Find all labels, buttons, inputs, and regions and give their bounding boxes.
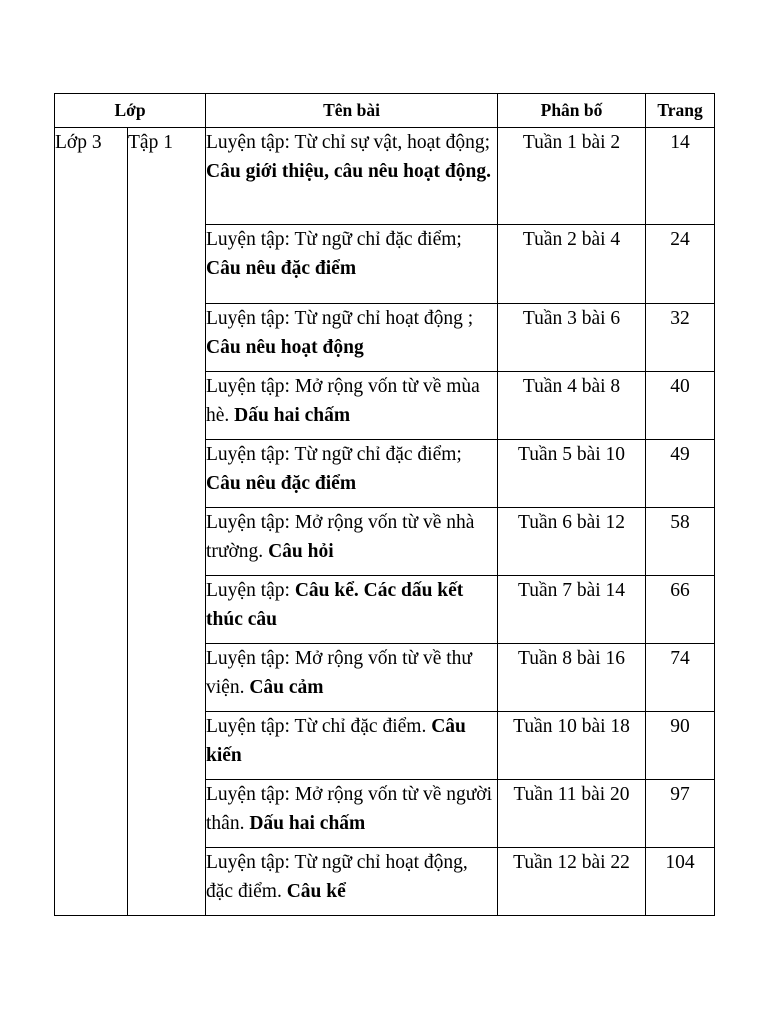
schedule-cell: Tuần 12 bài 22 [498,848,646,916]
lesson-name-bold: Câu nêu hoạt động [206,337,364,358]
lesson-name-bold: Câu kể. Các dấu kết thúc câu [206,580,464,630]
schedule-cell: Tuần 2 bài 4 [498,225,646,304]
lesson-name-bold: Câu nêu đặc điểm [206,258,357,279]
lesson-name-cell [206,440,498,508]
table-body [55,128,715,916]
schedule-cell: Tuần 3 bài 6 [498,304,646,372]
schedule-cell: Tuần 10 bài 18 [498,712,646,780]
grade-cell: Lớp 3 [55,128,128,916]
lesson-name-cell [206,508,498,576]
lesson-name-cell [206,225,498,304]
lesson-name-text: Luyện tập: Từ ngữ chỉ đặc điểm; [206,229,462,250]
lesson-name-text: Luyện tập: Từ chỉ đặc điểm. [206,716,432,737]
schedule-cell: Tuần 11 bài 20 [498,780,646,848]
lesson-name-cell [206,576,498,644]
page-number-cell: 74 [646,644,715,712]
lesson-name-text: Luyện tập: Từ chỉ sự vật, hoạt động; [206,132,490,153]
header-phan-bo: Phân bố [498,94,646,128]
lesson-name-bold: Câu hỏi [268,541,334,562]
lesson-name-bold: Câu giới thiệu, câu nêu hoạt động. [206,161,491,182]
lesson-table [54,93,715,916]
page-number-cell: 104 [646,848,715,916]
page-number-cell: 49 [646,440,715,508]
lesson-name-bold: Câu nêu đặc điểm [206,473,357,494]
volume-cell: Tập 1 [128,128,206,916]
header-lop: Lớp [55,94,206,128]
lesson-name-text: Luyện tập: Mở rộng vốn từ về mùa hè. [206,376,480,426]
lesson-name-cell [206,644,498,712]
lesson-name-text: Luyện tập: Mở rộng vốn từ về người thân. [206,784,493,834]
lesson-name-cell [206,712,498,780]
lesson-name-bold: Câu kể [286,881,346,902]
header-trang: Trang [646,94,715,128]
lesson-name-text: Luyện tập: [206,580,295,601]
lesson-name-cell [206,128,498,225]
schedule-cell: Tuần 5 bài 10 [498,440,646,508]
page-number-cell: 90 [646,712,715,780]
page-number-cell: 40 [646,372,715,440]
schedule-cell: Tuần 8 bài 16 [498,644,646,712]
lesson-name-cell [206,304,498,372]
page-number-cell: 14 [646,128,715,225]
lesson-name-cell [206,848,498,916]
lesson-name-bold: Câu kiến [206,716,466,766]
schedule-cell: Tuần 4 bài 8 [498,372,646,440]
lesson-name-text: Luyện tập: Từ ngữ chỉ hoạt động ; [206,308,474,329]
lesson-name-bold: Dấu hai chấm [249,813,366,834]
lesson-name-text: Luyện tập: Từ ngữ chỉ đặc điểm; [206,444,462,465]
table-row [55,128,715,225]
page-number-cell: 66 [646,576,715,644]
schedule-cell: Tuần 6 bài 12 [498,508,646,576]
header-ten-bai: Tên bài [206,94,498,128]
table-header-row [55,94,715,128]
lesson-name-cell [206,780,498,848]
lesson-name-bold: Dấu hai chấm [234,405,351,426]
page-number-cell: 97 [646,780,715,848]
page-number-cell: 32 [646,304,715,372]
schedule-cell: Tuần 7 bài 14 [498,576,646,644]
lesson-name-text: Luyện tập: Mở rộng vốn từ về nhà trường. [206,512,475,562]
page-number-cell: 58 [646,508,715,576]
lesson-name-text: Luyện tập: Từ ngữ chỉ hoạt động, đặc điểm. [206,852,468,902]
lesson-name-bold: Câu cảm [249,677,324,698]
lesson-name-cell [206,372,498,440]
lesson-name-text: Luyện tập: Mở rộng vốn từ về thư viện. [206,648,472,698]
page-number-cell: 24 [646,225,715,304]
schedule-cell: Tuần 1 bài 2 [498,128,646,225]
